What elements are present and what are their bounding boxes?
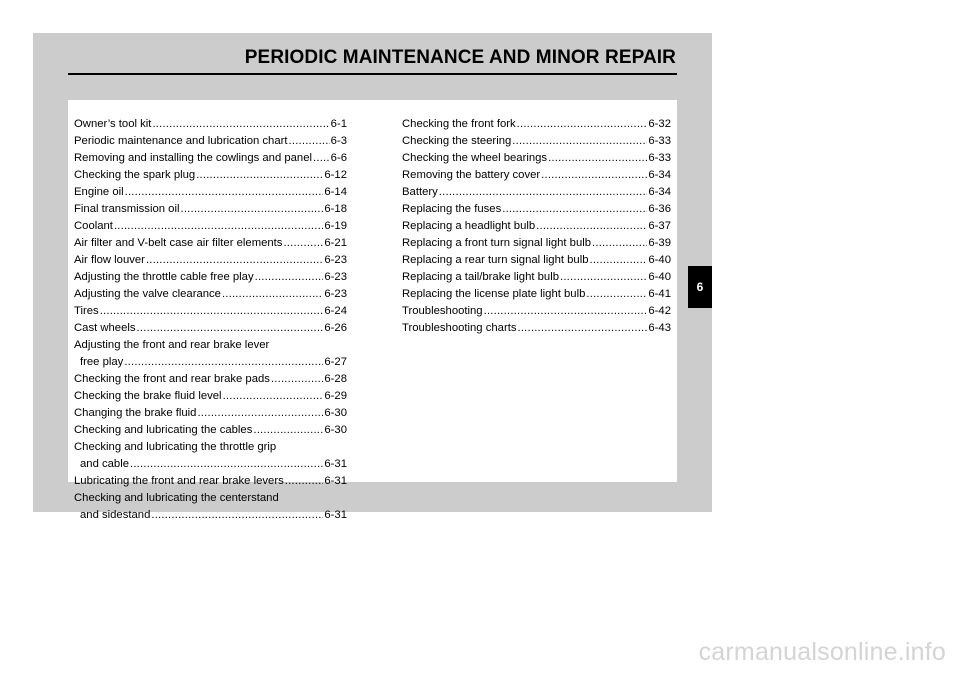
- toc-entry-title: Checking the front and rear brake pads: [74, 373, 270, 385]
- toc-entry-title: Tires: [74, 305, 99, 317]
- toc-entry[interactable]: [74, 286, 347, 303]
- toc-entry-title: Checking the front fork: [402, 118, 516, 130]
- toc-entry[interactable]: [74, 150, 347, 167]
- chapter-tab[interactable]: [688, 266, 712, 308]
- toc-leader-dots: [285, 473, 324, 490]
- toc-entry-title: Troubleshooting: [402, 305, 483, 317]
- toc-entry[interactable]: [74, 167, 347, 184]
- toc-leader-dots: [124, 354, 323, 371]
- toc-entry[interactable]: [74, 218, 347, 235]
- toc-leader-dots: [222, 286, 323, 303]
- toc-entry-page: 6-42: [648, 305, 671, 317]
- toc-entry-page: 6-21: [324, 237, 347, 249]
- toc-leader-dots: [146, 252, 323, 269]
- toc-entry-page: 6-43: [648, 322, 671, 334]
- toc-entry[interactable]: [74, 303, 347, 320]
- toc-leader-dots: [548, 150, 647, 167]
- toc-leader-dots: [130, 456, 323, 473]
- toc-leader-dots: [114, 218, 323, 235]
- toc-entry[interactable]: [402, 303, 671, 320]
- toc-column-right: [402, 116, 671, 337]
- toc-leader-dots: [152, 116, 329, 133]
- toc-entry[interactable]: [74, 422, 347, 439]
- toc-entry-title: Air flow louver: [74, 254, 145, 266]
- toc-entry[interactable]: [74, 252, 347, 269]
- toc-leader-dots: [271, 371, 323, 388]
- toc-entry-title: Lubricating the front and rear brake levers: [74, 475, 284, 487]
- toc-entry[interactable]: [402, 116, 671, 133]
- toc-leader-dots: [439, 184, 648, 201]
- toc-entry[interactable]: [74, 133, 347, 150]
- toc-entry-page: 6-23: [324, 288, 347, 300]
- toc-entry[interactable]: [74, 184, 347, 201]
- toc-entry[interactable]: [402, 184, 671, 201]
- toc-entry-page: 6-31: [324, 509, 347, 521]
- toc-entry[interactable]: [74, 201, 347, 218]
- toc-entry-title: Checking the brake fluid level: [74, 390, 222, 402]
- toc-entry-title: Battery: [402, 186, 438, 198]
- toc-entry-page: 6-39: [648, 237, 671, 249]
- toc-entry[interactable]: [74, 116, 347, 133]
- toc-entry[interactable]: [402, 269, 671, 286]
- toc-entry-page: 6-31: [324, 475, 347, 487]
- toc-entry[interactable]: [74, 269, 347, 286]
- toc-entry-title: Replacing the fuses: [402, 203, 502, 215]
- toc-entry-page: 6-31: [324, 458, 347, 470]
- chapter-title: PERIODIC MAINTENANCE AND MINOR REPAIR: [244, 47, 676, 68]
- toc-entry-page: 6-24: [324, 305, 347, 317]
- toc-entry-page: 6-27: [324, 356, 347, 368]
- toc-entry-title: Checking the spark plug: [74, 169, 196, 181]
- toc-leader-dots: [180, 201, 323, 218]
- toc-leader-dots: [536, 218, 647, 235]
- toc-leader-dots: [590, 252, 648, 269]
- toc-entry-title: Adjusting the valve clearance: [74, 288, 221, 300]
- toc-entry[interactable]: [74, 456, 347, 473]
- toc-entry-page: 6-14: [324, 186, 347, 198]
- toc-panel: [68, 100, 677, 521]
- toc-entry[interactable]: [402, 133, 671, 150]
- toc-entry[interactable]: [74, 354, 347, 371]
- toc-entry-page: 6-29: [324, 390, 347, 402]
- toc-entry-page: 6-37: [648, 220, 671, 232]
- toc-entry[interactable]: [74, 405, 347, 422]
- toc-column-left: [74, 116, 347, 524]
- toc-entry-title: Replacing a front turn signal light bulb: [402, 237, 592, 249]
- toc-entry-page: 6-33: [648, 135, 671, 147]
- toc-entry-page: 6-3: [330, 135, 347, 147]
- toc-leader-dots: [100, 303, 324, 320]
- toc-entry-continuation: free play: [80, 356, 124, 368]
- toc-entry-title: Cast wheels: [74, 322, 136, 334]
- toc-entry-title: Troubleshooting charts: [402, 322, 517, 334]
- chapter-tab-label: 6: [696, 280, 704, 294]
- toc-leader-dots: [502, 201, 647, 218]
- toc-entry-page: 6-30: [324, 407, 347, 419]
- toc-entry-page: 6-33: [648, 152, 671, 164]
- toc-entry-page: 6-28: [324, 373, 347, 385]
- toc-entry-page: 6-40: [648, 271, 671, 283]
- toc-entry-continuation: and cable: [80, 458, 129, 470]
- toc-entry-page: 6-41: [648, 288, 671, 300]
- toc-entry-title: Periodic maintenance and lubrication chart: [74, 135, 288, 147]
- toc-leader-dots: [223, 388, 324, 405]
- toc-entry-title: Owner’s tool kit: [74, 118, 152, 130]
- toc-leader-dots: [125, 184, 324, 201]
- toc-entry-page: 6-36: [648, 203, 671, 215]
- toc-leader-dots: [283, 235, 323, 252]
- toc-leader-dots: [518, 320, 648, 337]
- toc-entry-title: Adjusting the front and rear brake lever: [74, 339, 270, 351]
- toc-entry[interactable]: [402, 320, 671, 337]
- toc-leader-dots: [512, 133, 647, 150]
- toc-entry[interactable]: [74, 473, 347, 490]
- toc-entry[interactable]: [74, 388, 347, 405]
- toc-entry-title: Replacing a rear turn signal light bulb: [402, 254, 589, 266]
- toc-entry[interactable]: [402, 235, 671, 252]
- toc-entry-title: Removing and installing the cowlings and panel: [74, 152, 313, 164]
- toc-entry-title: Replacing a tail/brake light bulb: [402, 271, 559, 283]
- toc-leader-dots: [586, 286, 647, 303]
- toc-entry-title: Checking the steering: [402, 135, 512, 147]
- toc-leader-dots: [289, 133, 330, 150]
- toc-entry-title: Final transmission oil: [74, 203, 180, 215]
- toc-entry[interactable]: [402, 286, 671, 303]
- toc-leader-dots: [484, 303, 648, 320]
- toc-leader-dots: [313, 150, 330, 167]
- toc-entry-title: Removing the battery cover: [402, 169, 541, 181]
- toc-entry-page: 6-30: [324, 424, 347, 436]
- toc-entry[interactable]: [402, 167, 671, 184]
- toc-leader-dots: [253, 422, 323, 439]
- toc-entry-title: Changing the brake fluid: [74, 407, 197, 419]
- toc-entry-title: Replacing a headlight bulb: [402, 220, 536, 232]
- toc-leader-dots: [151, 507, 323, 524]
- toc-entry-title: Engine oil: [74, 186, 124, 198]
- toc-entry-page: 6-23: [324, 254, 347, 266]
- toc-entry-title: Air filter and V-belt case air filter elements: [74, 237, 283, 249]
- toc-entry[interactable]: [402, 218, 671, 235]
- toc-entry-page: 6-12: [324, 169, 347, 181]
- toc-entry-page: 6-26: [324, 322, 347, 334]
- toc-leader-dots: [560, 269, 647, 286]
- watermark-text: carmanualsonline.info: [698, 638, 946, 666]
- toc-entry-title: Adjusting the throttle cable free play: [74, 271, 254, 283]
- toc-leader-dots: [196, 167, 323, 184]
- toc-entry-title: Coolant: [74, 220, 113, 232]
- toc-entry-page: 6-40: [648, 254, 671, 266]
- toc-entry-title: Checking and lubricating the cables: [74, 424, 253, 436]
- toc-entry-title: Replacing the license plate light bulb: [402, 288, 586, 300]
- toc-entry[interactable]: [74, 320, 347, 337]
- toc-entry-page: 6-34: [648, 186, 671, 198]
- toc-leader-dots: [137, 320, 324, 337]
- toc-leader-dots: [197, 405, 323, 422]
- toc-leader-dots: [541, 167, 647, 184]
- toc-entry-title: Checking the wheel bearings: [402, 152, 548, 164]
- toc-entry[interactable]: [402, 150, 671, 167]
- toc-entry-title: Checking and lubricating the centerstand: [74, 492, 279, 504]
- toc-entry-page: 6-19: [324, 220, 347, 232]
- toc-entry[interactable]: [402, 252, 671, 269]
- toc-entry-page: 6-1: [330, 118, 347, 130]
- toc-entry-page: 6-18: [324, 203, 347, 215]
- toc-entry-page: 6-23: [324, 271, 347, 283]
- toc-entry-continuation: and sidestand: [80, 509, 151, 521]
- toc-leader-dots: [517, 116, 648, 133]
- toc-leader-dots: [255, 269, 324, 286]
- toc-entry-page: 6-32: [648, 118, 671, 130]
- title-rule: [68, 73, 677, 75]
- toc-entry[interactable]: [74, 235, 347, 252]
- toc-entry[interactable]: [74, 371, 347, 388]
- toc-entry-page: 6-34: [648, 169, 671, 181]
- toc-entry[interactable]: [402, 201, 671, 218]
- toc-entry[interactable]: [74, 507, 347, 524]
- toc-entry-page: 6-6: [330, 152, 347, 164]
- toc-leader-dots: [592, 235, 647, 252]
- toc-entry-title: Checking and lubricating the throttle grip: [74, 441, 277, 453]
